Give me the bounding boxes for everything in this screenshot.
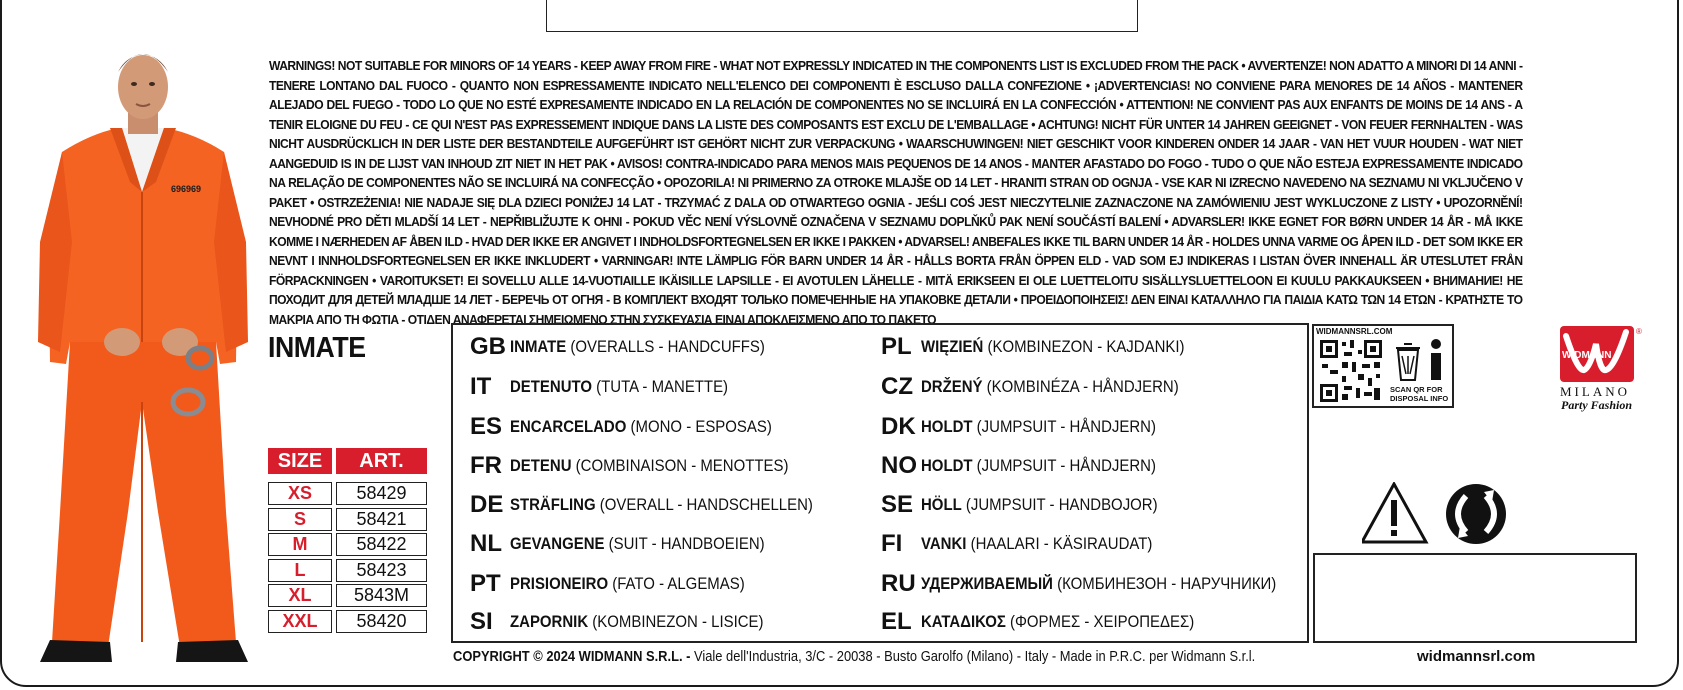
language-desc: (OVERALL - HANDSCHELLEN): [595, 495, 813, 514]
language-item: [470, 530, 799, 560]
language-code: NL: [470, 530, 502, 557]
size-row: [268, 610, 428, 636]
language-item: [470, 570, 777, 600]
language-item: [881, 530, 1184, 560]
brand-tagline: Party Fashion: [1561, 398, 1633, 412]
size-row: [268, 584, 428, 610]
size-value: XS: [268, 482, 332, 505]
safety-symbols: [1362, 482, 1522, 546]
size-row: [268, 533, 428, 559]
language-desc: (COMBINAISON - MENOTTES): [571, 456, 789, 475]
language-desc: (KOMBINEZON - LISICE): [588, 612, 764, 631]
language-code: GB: [470, 333, 506, 360]
language-desc: (КОМБИНЕЗОН - НАРУЧНИКИ): [1052, 574, 1277, 593]
language-desc: (ΦΟΡΜΕΣ - ΧΕΙΡΟΠΕΔΕΣ): [1005, 612, 1195, 631]
art-value: 58429: [336, 482, 427, 505]
qr-code-icon[interactable]: [1318, 338, 1384, 404]
language-item: [470, 333, 800, 363]
language-desc: (HAALARI - KÄSIRAUDAT): [966, 534, 1153, 553]
language-name: VANKI: [921, 534, 967, 553]
size-value: XL: [268, 584, 332, 607]
language-code: SI: [470, 608, 493, 635]
language-code: FR: [470, 452, 502, 479]
language-item: [470, 608, 798, 638]
language-name: INMATE: [510, 337, 567, 356]
art-value: 58421: [336, 508, 427, 531]
size-row: [268, 559, 428, 585]
size-value: S: [268, 508, 332, 531]
language-name: DRŽENÝ: [921, 377, 983, 396]
language-item: [470, 413, 808, 443]
language-code: FI: [881, 530, 903, 557]
language-desc: (TUTA - MANETTE): [592, 377, 729, 396]
language-code: PL: [881, 333, 912, 360]
model-photo: [30, 42, 260, 672]
language-code: RU: [881, 570, 916, 597]
language-name: УДЕРЖИВАЕМЫЙ: [921, 574, 1053, 593]
art-header: ART.: [336, 448, 427, 474]
language-desc: (SUIT - HANDBOEIEN): [604, 534, 765, 553]
language-name: HOLDT: [921, 456, 973, 475]
language-name: DETENUTO: [510, 377, 593, 396]
language-code: NO: [881, 452, 917, 479]
art-value: 58422: [336, 533, 427, 556]
size-value: L: [268, 559, 332, 582]
warnings-text: WARNINGS! NOT SUITABLE FOR MINORS OF 14 YEARS - KEEP AWAY FROM FIRE - WHAT NOT EXPRESSLY INDICATED IN THE COMPONENTS LIST IS EXCLUDED FROM THE PACK • AVVERTENZE! NON ADATTO A MINORI DI 14 ANNI - TENERE LONTANO DAL FUOCO - QUANTO NON ESPRESSAMENTE INDICATO NELL'ELENCO DEI COMPONENTI È ESCLUSO DALLA CONFEZIONE • ¡ADVERTENCIAS! NO CONVIENE PARA MENORES DE 14 AÑOS - MANTENER ALEJADO DEL FUEGO - TODO LO QUE NO ESTÉ EXPRESAMENTE INDICADO EN LA RELACIÓN DE COMPONENTES NO SE INCLUIRÁ EN LA CONFECCIÓN • ATTENTION! NE CONVIENT PAS AUX ENFANTS DE MOINS DE 14 ANS - A TENIR ELOIGNE DU FEU - CE QUI N'EST PAS EXPRESSEMENT INDIQUE DANS LA LISTE DES COMPOSANTS EST EXCLU DE L'EMBALLAGE • ACHTUNG! NICHT FÜR UNTER 14 JAHREN GEEIGNET - VON FEUER FERNHALTEN - WAS NICHT AUSDRÜCKLICH IN DER LISTE DER BESTANDTEILE AUFGEFÜHRT IST GEHÖRT NICHT ZUR VERPACKUNG • WAARSCHUWINGEN! NIET GESCHIKT VOOR KINDEREN ONDER 14 JAAR - VAN HET VUUR HOUDEN - WAT NIET AANGEDUID IS IN DE LIJST VAN INHOUD ZIT NIET IN HET PAK • AVISOS! CONTRA-INDICADO PARA MENOS MAIS PEQUENOS DE 14 ANOS - MANTER AFASTADO DO FOGO - TUDO O QUE NÃO ESTEJA EXPRESSAMENTE INDICADO NA RELAÇÃO DE COMPONENTES NÃO SE INCLUIRÁ NA CONFECÇÃO • OPOZORILA! NI PRIMERNO ZA OTROKE MLAJŠE OD 14 LET - HRANITI STRAN OD OGNJA - VSE KAR NI IZRECNO NAVEDENO NA SEZNAMU NI VKLJUČENO V PAKET • OSTRZEŻENIA! NIE NADAJE SIĘ DLA DZIECI PONIŻEJ 14 LAT - TRZYMAĆ Z DALA OD OTWARTEGO OGNIA - JEŚLI COŚ JEST NIECZYTELNIE ZAZNACZONE NA ZAMÓWIENIU JEST WYKLUCZONE Z LISTY • UPOZORNĚNÍ! NEVHODNÉ PRO DĚTI MLADŠÍ 14 LET - NEPŘIBLIŽUJTE K OHNI - POKUD VĚC NENÍ VÝSLOVNĚ OZNAČENA V SEZNAMU DOPLŇKŮ PAK NENÍ SOUČÁSTÍ BALENÍ • ADVARSLER! IKKE EGNET FOR BØRN UNDER 14 ÅR - MÅ IKKE KOMME I NÆRHEDEN AF ÅBEN ILD - HVAD DER IKKE ER ANGIVET I INDHOLDSFORTEGNELSEN ER IKKE I PAKKEN • ADVARSEL! ANBEFALES IKKE TIL BARN UNDER 14 ÅR - HOLDES UNNA VARME OG ÅPEN ILD - DET SOM IKKE ER NEVNT I INNHOLDSFORTEGNELSEN ER IKKE INKLUDERT • VARNINGAR! INTE LÄMPLIG FÖR BARN UNDER 14 ÅR - HÅLLS BORTA FRÅN ÖPPEN ELD - VAD SOM EJ INDIKERAS I LISTAN ÖVER INNEHALL ÄR UTESLUTET FRÅN FÖRPACKNINGEN • VAROITUKSET! EI SOVELLU ALLE 14-VUOTIAILLE IKÄISILLE LAPSILLE - EI AVOTULEN LÄHELLE - MITÄ ERIKSEEN EI OLE LUETTELOITU SISÄLLYSLUETTELOON EI KUULU PAKKAUKSEEN • ВНИМАНИЕ! НЕ ПОХОДИТ ДЛЯ ДЕТЕЙ МЛАДШЕ 14 ЛЕТ - БЕРЕЧЬ ОТ ОГНЯ - В КОМПЛЕКТ ВХОДЯТ ТОЛЬКО ПОМЕЧЕННЫЕ НА УПАКОВКЕ ДЕТАЛИ • ΠΡΟΕΙΔΟΠΟΙΗΣΕΙΣ! ΔΕΝ ΕΙΝΑΙ ΚΑΤΑΛΛΗΛΟ ΓΙΑ ΠΑΙΔΙΑ ΚΑΤΩ ΤΩΝ 14 ΕΤΩΝ - ΚΡΑΤΗΣΤΕ ΤΟ ΜΑΚΡΙΑ ΑΠΟ ΤΗ ΦΩΤΙΑ - ΟΤΙΔΕΝ ΑΝΑΦΕΡΕΤΑΙ ΣΗΜΕΙΩΜΕΝΟ ΣΤΗΝ ΣΥΣΚΕΥΑΣΙΑ ΕΙΝΑΙ ΑΠΟΚΛΕΙΣΜΕΝΟ ΑΠΟ ΤΟ ΠΑΚΕΤΟ: [269, 58, 1523, 327]
language-item: [881, 570, 1325, 600]
warning-triangle-icon: [1362, 484, 1426, 542]
language-item: [881, 333, 1220, 363]
language-desc: (KOMBINÉZA - HÅNDJERN): [982, 377, 1179, 396]
language-desc: (FATO - ALGEMAS): [608, 574, 745, 593]
language-name: ZAPORNIK: [510, 612, 589, 631]
size-table: [268, 482, 428, 635]
art-value: 5843M: [336, 584, 427, 607]
language-code: PT: [470, 570, 501, 597]
language-code: ES: [470, 413, 503, 440]
green-dot-recycle-icon: [1446, 484, 1506, 544]
language-name: ENCARCELADO: [510, 417, 627, 436]
language-desc: (JUMPSUIT - HÅNDJERN): [972, 417, 1156, 436]
language-name: ΚΑΤΑΔΙΚΟΣ: [921, 612, 1006, 631]
size-value: XXL: [268, 610, 332, 633]
size-row: [268, 482, 428, 508]
language-code: DK: [881, 413, 916, 440]
size-row: [268, 508, 428, 534]
language-item: [881, 413, 1188, 443]
language-desc: (OVERALLS - HANDCUFFS): [566, 337, 765, 356]
art-value: 58423: [336, 559, 427, 582]
qr-disposal-block: [1312, 324, 1454, 408]
language-item: [470, 373, 758, 403]
chest-number: 696969: [171, 184, 202, 194]
brand-name: WIDMANN: [1562, 350, 1612, 361]
size-header: SIZE: [268, 448, 332, 474]
language-name: DETENU: [510, 456, 572, 475]
language-desc: (JUMPSUIT - HANDBOJOR): [961, 495, 1158, 514]
language-name: STRÄFLING: [510, 495, 596, 514]
language-code: IT: [470, 373, 492, 400]
language-code: SE: [881, 491, 914, 518]
art-value: 58420: [336, 610, 427, 633]
svg-text:®: ®: [1636, 327, 1642, 336]
language-item: [470, 491, 854, 521]
language-desc: (JUMPSUIT - HÅNDJERN): [972, 456, 1156, 475]
language-code: DE: [470, 491, 504, 518]
language-name: GEVANGENE: [510, 534, 605, 553]
language-desc: (KOMBINEZON - KAJDANKI): [983, 337, 1185, 356]
copyright-owner: COPYRIGHT © 2024 WIDMANN S.R.L. -: [453, 648, 691, 665]
product-title: INMATE: [268, 332, 366, 364]
language-code: CZ: [881, 373, 913, 400]
disposal-text: SCAN QR FOR DISPOSAL INFO: [1390, 385, 1449, 403]
copyright-line: [453, 648, 1255, 665]
language-item: [881, 608, 1231, 638]
language-name: PRISIONEIRO: [510, 574, 609, 593]
language-item: [881, 491, 1190, 521]
language-name: HOLDT: [921, 417, 973, 436]
language-item: [470, 452, 826, 482]
language-name: WIĘZIEŃ: [921, 337, 984, 356]
language-name: HÖLL: [921, 495, 962, 514]
language-code: EL: [881, 608, 912, 635]
qr-label: WIDMANNSRL.COM: [1316, 327, 1393, 336]
languages-box: [451, 323, 1309, 643]
recycle-bin-info-icon: [1392, 336, 1452, 386]
copyright-address: Viale dell'Industria, 3/C - 20038 - Busto Garolfo (Milano) - Italy - Made in P.R.C. per Widmann S.r.l.: [690, 648, 1256, 665]
blank-label-box: [1313, 553, 1637, 643]
brand-city: MILANO: [1560, 384, 1630, 399]
size-value: M: [268, 533, 332, 556]
language-item: [881, 452, 1188, 482]
language-item: [881, 373, 1214, 403]
website-link[interactable]: widmannsrl.com: [1417, 648, 1536, 665]
language-desc: (MONO - ESPOSAS): [626, 417, 772, 436]
package-window: [546, 0, 1138, 32]
